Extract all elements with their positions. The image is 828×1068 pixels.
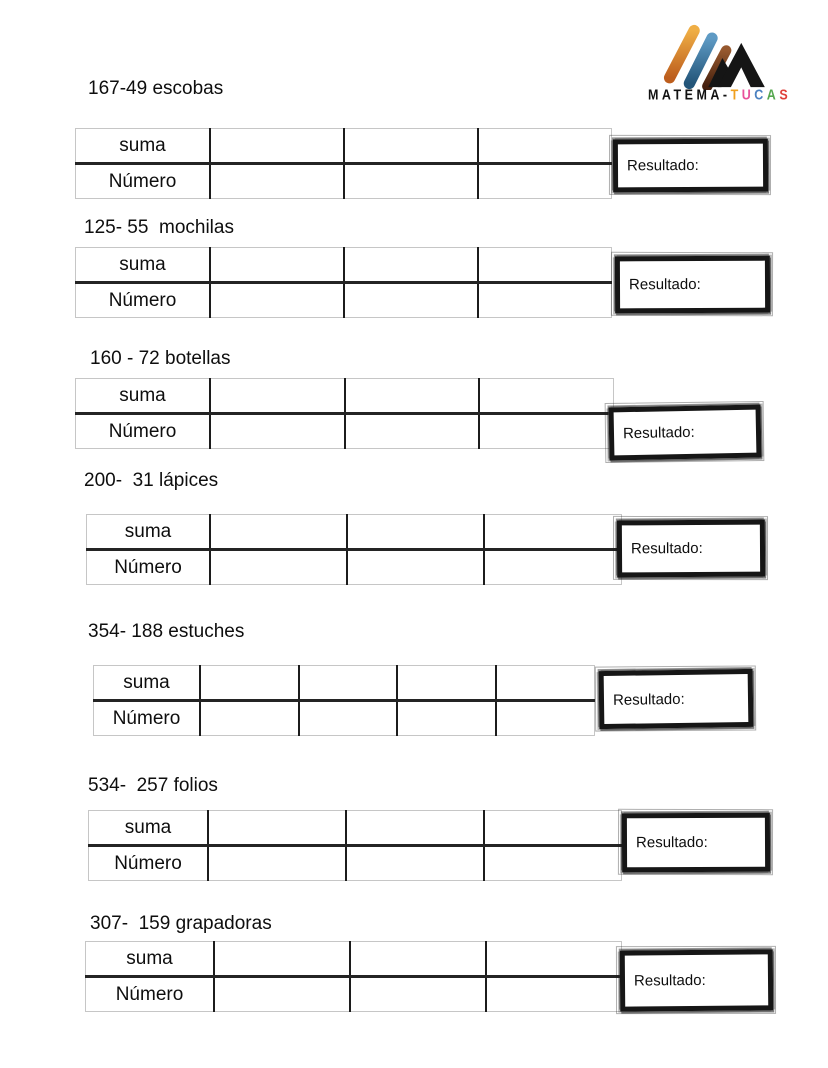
resultado-box bbox=[617, 520, 765, 578]
resultado-label: Resultado: bbox=[633, 971, 706, 990]
answer-cell bbox=[347, 515, 484, 550]
suma-row bbox=[76, 379, 614, 414]
answer-table bbox=[75, 247, 612, 318]
wordmark-prefix: MATEMA- bbox=[648, 87, 731, 104]
numero-row bbox=[86, 977, 622, 1012]
answer-cell bbox=[484, 811, 622, 846]
numero-row bbox=[76, 414, 614, 449]
answer-cell bbox=[486, 942, 622, 977]
resultado-label: Resultado: bbox=[630, 539, 703, 558]
answer-cell bbox=[346, 811, 484, 846]
answer-cell bbox=[345, 379, 480, 414]
resultado-label: Resultado: bbox=[622, 423, 695, 443]
resultado-box bbox=[609, 405, 762, 461]
suma-row bbox=[94, 666, 595, 701]
logo-wordmark bbox=[648, 87, 792, 104]
numero-row bbox=[89, 846, 622, 881]
wordmark-letter-c: C bbox=[754, 87, 767, 104]
answer-cell bbox=[200, 666, 299, 701]
suma-row bbox=[76, 248, 612, 283]
row-label-suma: suma bbox=[87, 515, 211, 550]
answer-cell bbox=[479, 379, 614, 414]
answer-cell bbox=[299, 701, 398, 736]
answer-cell bbox=[397, 666, 496, 701]
problem-title: 167-49 escobas bbox=[88, 78, 224, 99]
answer-cell bbox=[484, 846, 622, 881]
answer-cell bbox=[350, 977, 486, 1012]
answer-table bbox=[86, 514, 622, 585]
answer-cell bbox=[486, 977, 622, 1012]
resultado-label: Resultado: bbox=[635, 833, 708, 852]
wordmark-letter-u: U bbox=[741, 87, 755, 104]
answer-table bbox=[93, 665, 595, 736]
numero-row bbox=[87, 550, 622, 585]
answer-cell bbox=[344, 129, 478, 164]
answer-cell bbox=[345, 414, 480, 449]
answer-table bbox=[85, 941, 622, 1012]
suma-row bbox=[89, 811, 622, 846]
answer-cell bbox=[478, 164, 612, 199]
answer-cell bbox=[478, 129, 612, 164]
answer-cell bbox=[350, 942, 486, 977]
problem-title: 307- 159 grapadoras bbox=[90, 913, 272, 934]
answer-cell bbox=[210, 550, 347, 585]
row-label-suma: suma bbox=[76, 248, 211, 283]
row-label-numero: Número bbox=[94, 701, 201, 736]
resultado-box bbox=[620, 949, 774, 1011]
resultado-box bbox=[599, 669, 754, 729]
answer-cell bbox=[346, 846, 484, 881]
row-label-suma: suma bbox=[94, 666, 201, 701]
answer-cell bbox=[210, 248, 344, 283]
answer-cell bbox=[478, 283, 612, 318]
row-label-suma: suma bbox=[76, 129, 211, 164]
row-label-numero: Número bbox=[76, 164, 211, 199]
matema-tucas-logo bbox=[648, 24, 792, 106]
resultado-label: Resultado: bbox=[628, 275, 701, 294]
answer-cell bbox=[210, 129, 344, 164]
answer-cell bbox=[496, 701, 595, 736]
answer-cell bbox=[214, 942, 350, 977]
answer-cell bbox=[210, 379, 345, 414]
answer-cell bbox=[200, 701, 299, 736]
answer-cell bbox=[210, 414, 345, 449]
answer-cell bbox=[347, 550, 484, 585]
resultado-box bbox=[615, 256, 770, 314]
problem-title: 200- 31 lápices bbox=[84, 470, 219, 491]
row-label-numero: Número bbox=[89, 846, 209, 881]
answer-table bbox=[75, 378, 614, 449]
answer-table bbox=[75, 128, 612, 199]
row-label-numero: Número bbox=[87, 550, 211, 585]
resultado-box bbox=[613, 139, 768, 193]
row-label-numero: Número bbox=[76, 283, 211, 318]
wordmark-letter-s: S bbox=[779, 87, 792, 104]
row-label-suma: suma bbox=[76, 379, 211, 414]
answer-cell bbox=[208, 811, 346, 846]
answer-cell bbox=[210, 515, 347, 550]
suma-row bbox=[76, 129, 612, 164]
row-label-numero: Número bbox=[76, 414, 211, 449]
answer-cell bbox=[478, 248, 612, 283]
answer-cell bbox=[484, 515, 621, 550]
answer-table bbox=[88, 810, 622, 881]
answer-cell bbox=[397, 701, 496, 736]
numero-row bbox=[94, 701, 595, 736]
answer-cell bbox=[479, 414, 614, 449]
answer-cell bbox=[484, 550, 621, 585]
resultado-label: Resultado: bbox=[612, 690, 685, 709]
resultado-label: Resultado: bbox=[626, 156, 699, 175]
answer-cell bbox=[299, 666, 398, 701]
numero-row bbox=[76, 164, 612, 199]
answer-cell bbox=[214, 977, 350, 1012]
row-label-suma: suma bbox=[89, 811, 209, 846]
wordmark-letter-t: T bbox=[730, 87, 742, 104]
answer-cell bbox=[496, 666, 595, 701]
resultado-box bbox=[622, 813, 770, 873]
answer-cell bbox=[344, 164, 478, 199]
answer-cell bbox=[210, 283, 344, 318]
problem-title: 125- 55 mochilas bbox=[84, 217, 234, 238]
logo-mountain-graphic bbox=[650, 24, 775, 90]
answer-cell bbox=[208, 846, 346, 881]
suma-row bbox=[86, 942, 622, 977]
answer-cell bbox=[210, 164, 344, 199]
wordmark-letter-a: A bbox=[766, 87, 780, 104]
suma-row bbox=[87, 515, 622, 550]
answer-cell bbox=[344, 248, 478, 283]
problem-title: 354- 188 estuches bbox=[88, 621, 245, 642]
row-label-numero: Número bbox=[86, 977, 215, 1012]
problem-title: 160 - 72 botellas bbox=[90, 348, 231, 369]
answer-cell bbox=[344, 283, 478, 318]
row-label-suma: suma bbox=[86, 942, 215, 977]
problem-title: 534- 257 folios bbox=[88, 775, 218, 796]
numero-row bbox=[76, 283, 612, 318]
